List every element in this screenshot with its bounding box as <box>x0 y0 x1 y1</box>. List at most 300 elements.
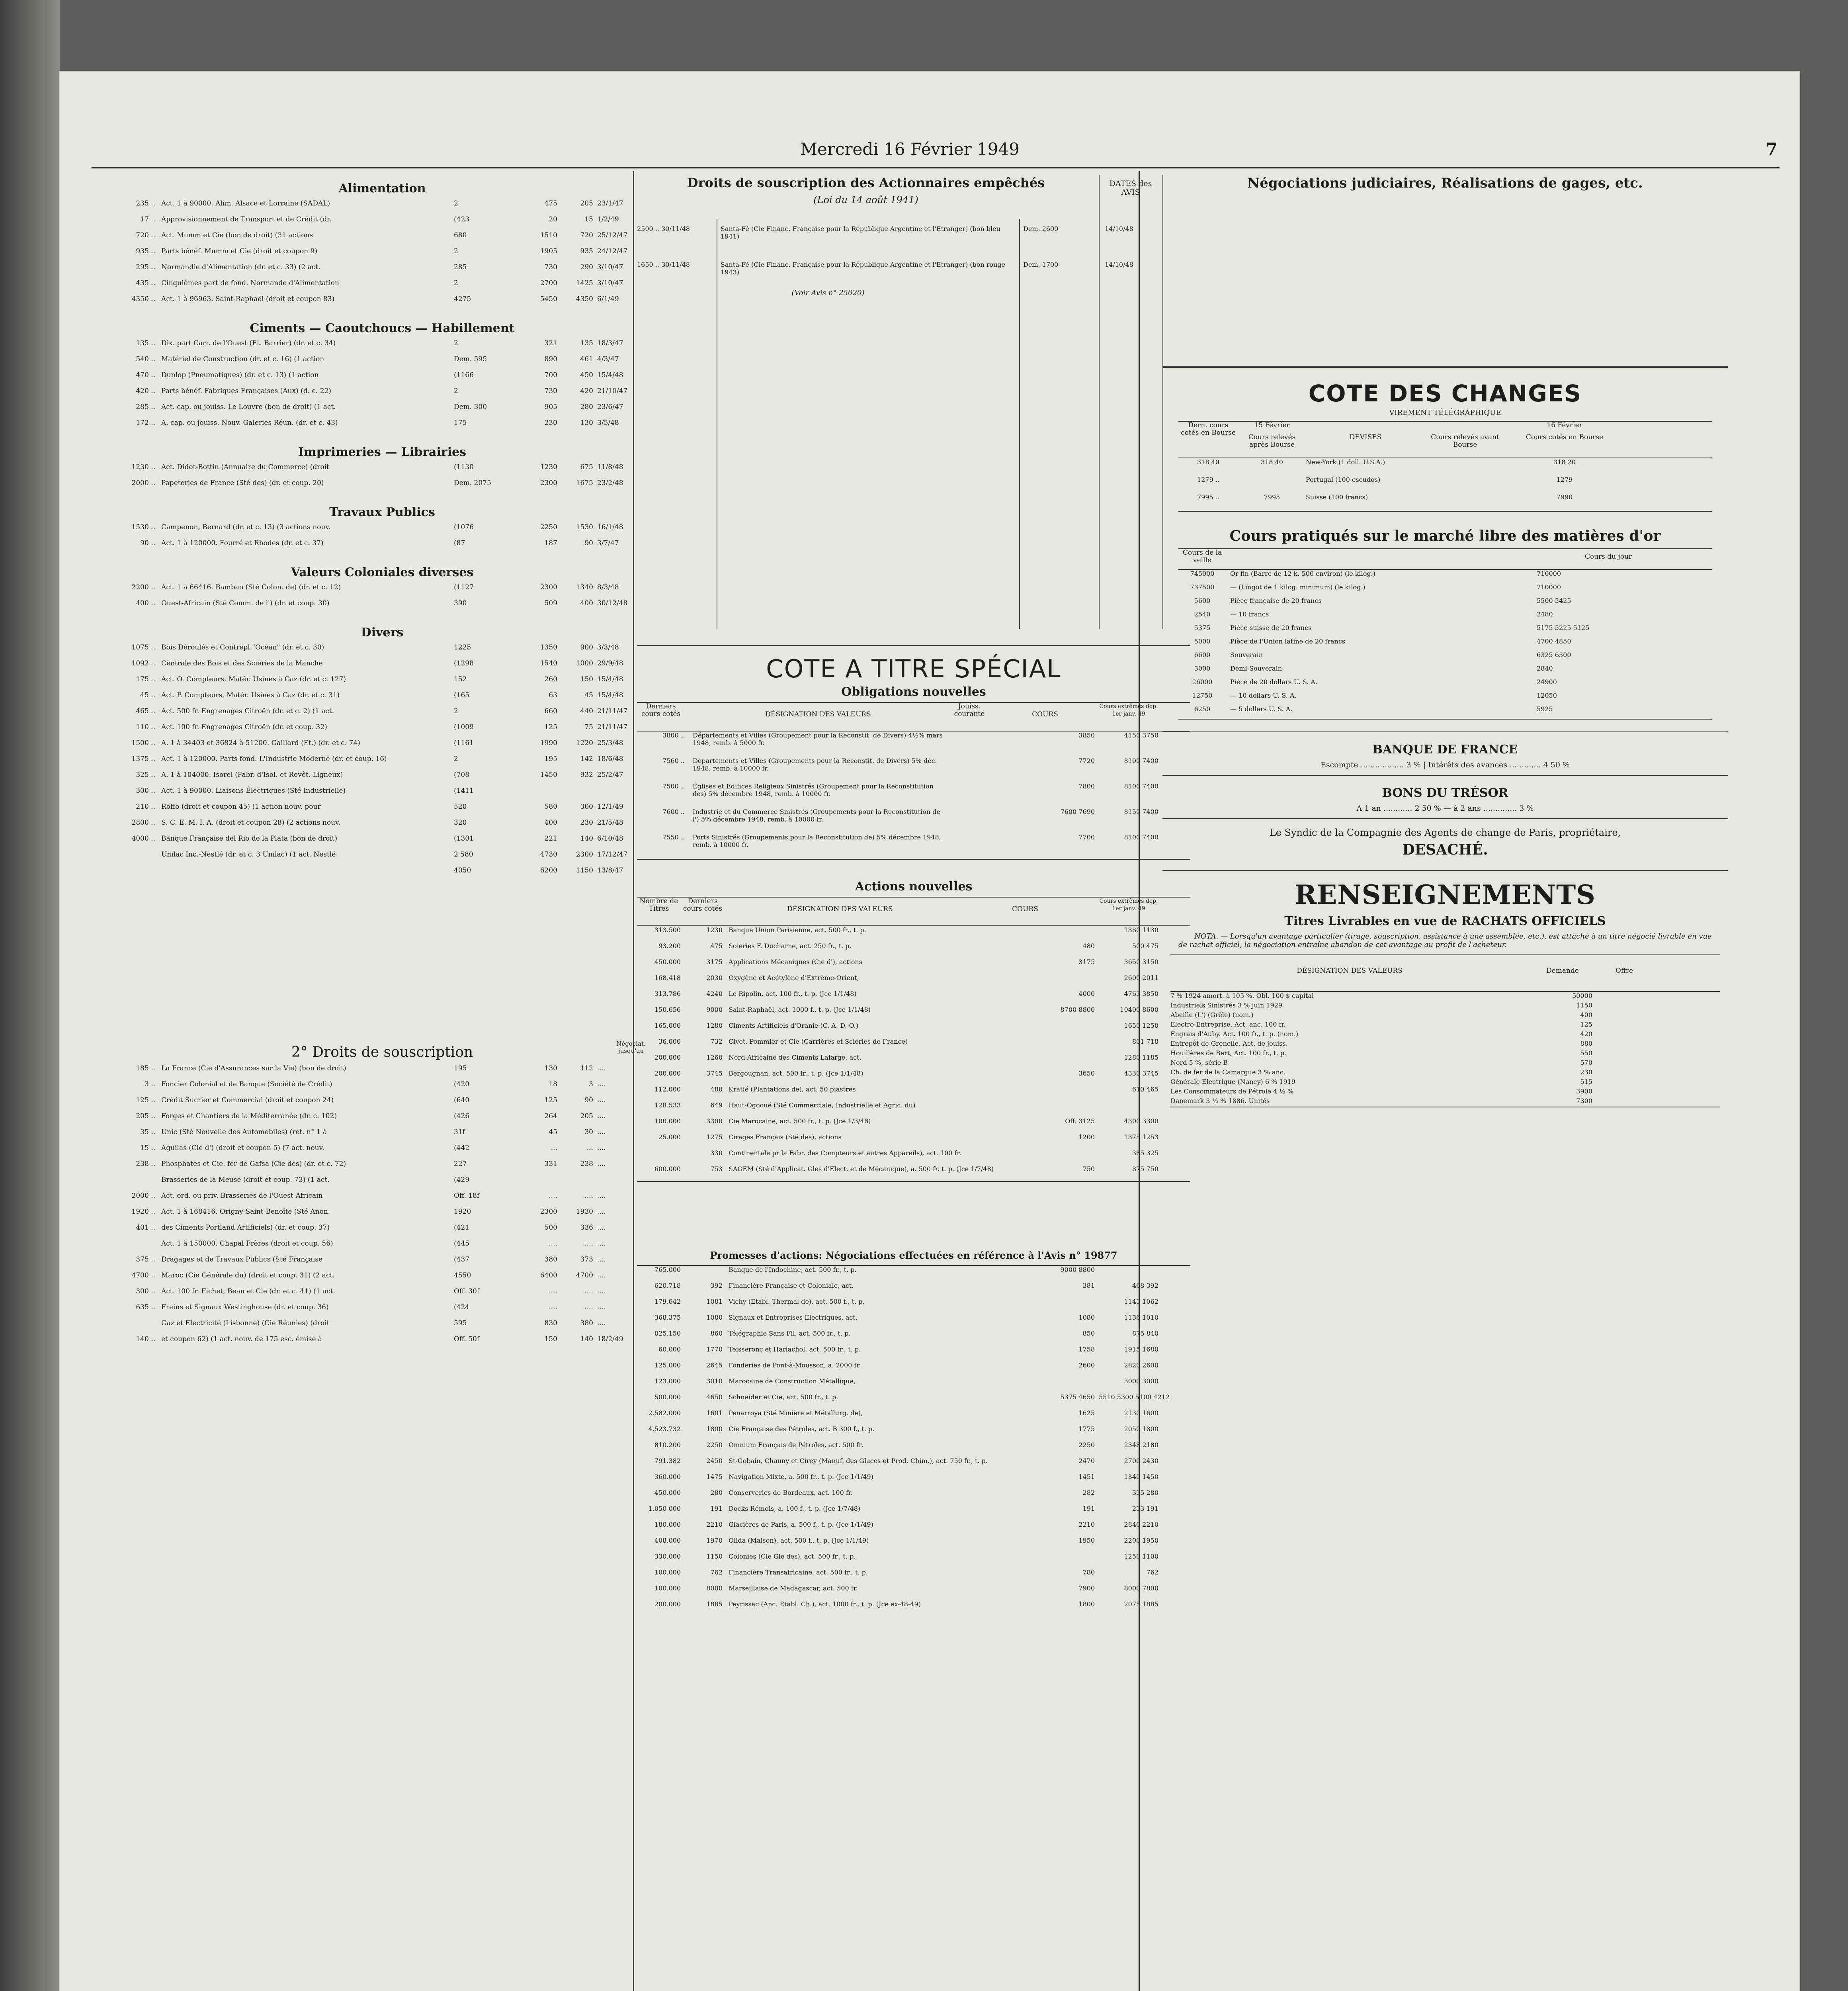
table-row <box>637 926 1190 942</box>
cell: 4650 <box>706 1393 723 1401</box>
cell: Colonies (Cie Gle des), act. 500 fr., t. p. <box>729 1553 856 1560</box>
cell: Industrie et du Commerce Sinistrés (Groupements pour la Reconstitution de l') 5% décembre 1948, remb. à 10000 fr. <box>693 808 940 823</box>
cell: 700 <box>544 371 557 379</box>
cell: A. 1 à 104000. Isorel (Fabr. d'Isol. et Revêt. Ligneux) <box>161 771 343 779</box>
cell: 321 <box>544 339 557 347</box>
cell: Act. 1 à 96963. Saint-Raphaël (droit et coupon 83) <box>161 295 335 303</box>
table-row <box>637 1022 1190 1038</box>
cell: 195 <box>454 1064 467 1072</box>
cell: 3175 <box>706 958 723 966</box>
cell: 1279 <box>1556 476 1573 483</box>
droits-actionnaires-rows: 2500 .. 30/11/48 Santa-Fé (Cie Financ. Française pour la République Argentine et l'Etranger) (bon bleu 1941) Dem. 2600 14/10/48 1650 .. 30/11/48 Santa-Fé (Cie Financ. Française pour la République Argentine et l'Etranger) (bon rouge 1943) Dem. 1700 14/10/48 (Voir Avis n° 25020) <box>637 225 1133 297</box>
cell: 45 <box>549 1128 557 1136</box>
table-row <box>1178 705 1712 719</box>
cell: 8000 7800 <box>1124 1584 1158 1592</box>
cell: 2 580 <box>454 851 473 859</box>
cell: 2130 1600 <box>1124 1409 1158 1417</box>
cell: 825.150 <box>654 1330 681 1337</box>
cell: Penarroya (Sté Minière et Métallurg. de), <box>729 1409 863 1417</box>
cell: Pièce française de 20 francs <box>1230 597 1322 604</box>
cell: 23/2/48 <box>597 479 623 487</box>
table-row <box>1170 1068 1720 1078</box>
cell: 2210 <box>706 1521 723 1528</box>
cell: et coupon 62) (1 act. nouv. de 175 esc. émise à <box>161 1335 322 1343</box>
cell: 2000 .. <box>131 1192 155 1200</box>
cell: Act. 100 fr. Fichet, Beau et Cie (dr. et c. 41) (1 act. <box>161 1287 335 1295</box>
cell: 180.000 <box>654 1521 681 1528</box>
cell: 2700 <box>540 279 557 287</box>
cell: 238 .. <box>136 1160 155 1168</box>
table-row <box>637 1409 1190 1425</box>
table-row <box>107 1271 657 1287</box>
cell: 1425 <box>576 279 593 287</box>
cell: 90 .. <box>140 539 155 547</box>
cell: 17 .. <box>140 215 155 223</box>
table-row <box>107 851 657 866</box>
cell: 15/4/48 <box>597 371 623 379</box>
cell: 1000 <box>576 659 593 667</box>
cell: 875 840 <box>1132 1330 1158 1337</box>
cell: Parts bénéf. Mumm et Cie (droit et coupon 9) <box>161 247 318 255</box>
table-row <box>107 1224 657 1240</box>
cell: 200.000 <box>654 1070 681 1077</box>
cell: 392 <box>710 1282 723 1289</box>
cell: 2 <box>454 755 458 763</box>
table-row <box>637 1473 1190 1489</box>
cell: 830 <box>544 1319 557 1327</box>
cell: 675 <box>580 463 593 471</box>
cell: La France (Cie d'Assurances sur la Vie) (bon de droit) <box>161 1064 346 1072</box>
table-row <box>107 1287 657 1303</box>
cell: 730 <box>544 263 557 271</box>
cell: .... <box>549 1287 557 1295</box>
cell: 264 <box>544 1112 557 1120</box>
changes-sub: VIREMENT TÉLÉGRAPHIQUE <box>1389 409 1501 417</box>
cell: 3 .. <box>144 1080 155 1088</box>
cell: 7995 <box>1264 493 1280 501</box>
cell: .... <box>584 1303 593 1311</box>
cell: 330.000 <box>654 1553 681 1560</box>
cell: Gaz et Electricité (Lisbonne) (Cie Réunies) (droit <box>161 1319 330 1327</box>
cote-titre-special-title: COTE A TITRE SPÉCIAL <box>637 645 1190 683</box>
banque-title: BANQUE DE FRANCE <box>1372 743 1518 757</box>
cell: .... <box>549 1192 557 1200</box>
cell: 24900 <box>1537 678 1557 686</box>
cell: 29/9/48 <box>597 659 623 667</box>
cell: 50000 <box>1572 992 1592 999</box>
cell: Dem. 300 <box>454 403 487 411</box>
cell: 280 <box>580 403 593 411</box>
cell: 2050 1800 <box>1124 1425 1158 1433</box>
cell: Soieries F. Ducharne, act. 250 fr., t. p. <box>729 942 852 950</box>
cell: 3800 .. <box>662 731 685 739</box>
table-row <box>107 599 657 615</box>
cell: 380 <box>544 1256 557 1263</box>
cell: 45 .. <box>140 691 155 699</box>
table-droits <box>107 1064 657 1351</box>
cell: 21/11/47 <box>597 723 628 731</box>
cell: 2300 <box>540 583 557 591</box>
cell: 300 .. <box>136 1287 155 1295</box>
cell: 15/4/48 <box>597 691 623 699</box>
cell: Electro-Entreprise. Act. anc. 100 fr. <box>1170 1021 1286 1028</box>
cell: Cirages Français (Sté des), actions <box>729 1133 842 1141</box>
cell: 1530 .. <box>131 523 155 531</box>
cell: 1950 <box>1078 1537 1095 1544</box>
cell: Act. 500 fr. Engrenages Citroën (dr. et c. 2) (1 act. <box>161 707 334 715</box>
cell: Cie Française des Pétroles, act. B 300 f., t. p. <box>729 1425 875 1433</box>
cell: 470 .. <box>136 371 155 379</box>
cell: 2 <box>454 247 458 255</box>
cell: .... <box>597 1303 606 1311</box>
cell: 1136 1010 <box>1124 1314 1158 1321</box>
cell: 5500 5425 <box>1537 597 1571 604</box>
cell: 732 <box>710 1038 723 1045</box>
cell: 4350 <box>576 295 593 303</box>
table-row <box>107 263 657 279</box>
cell: (423 <box>454 215 470 223</box>
cell: S. C. E. M. I. A. (droit et coupon 28) (2 actions nouv. <box>161 819 340 827</box>
cell: Ports Sinistrés (Groupements pour la Reconstitution de) 5% décembre 1948, remb. à 10000 fr. <box>693 833 941 849</box>
column-right <box>1162 171 1728 1991</box>
cell: (1009 <box>454 723 474 731</box>
cell: 385 325 <box>1132 1149 1158 1157</box>
header-rule <box>92 167 1780 168</box>
cell: 60.000 <box>658 1346 681 1353</box>
cell: 4730 <box>540 851 557 859</box>
cell: 932 <box>580 771 593 779</box>
cell: Entrepôt de Grenelle. Act. de jouiss. <box>1170 1040 1288 1047</box>
table-row <box>637 1569 1190 1584</box>
cell: 600.000 <box>654 1165 681 1173</box>
cell: 3010 <box>706 1377 723 1385</box>
table-row <box>637 1266 1190 1282</box>
cell: 2470 <box>1078 1457 1095 1465</box>
cell: 5375 <box>1194 624 1211 632</box>
cell: 12750 <box>1192 692 1213 699</box>
cell: 140 <box>580 1335 593 1343</box>
cell: A. 1 à 34403 et 36824 à 51200. Gaillard (Et.) (dr. et c. 74) <box>161 739 360 747</box>
table-row <box>107 1256 657 1271</box>
table-row <box>637 1314 1190 1330</box>
table-row <box>107 866 657 882</box>
cell: 93.200 <box>658 942 681 950</box>
table-row <box>637 731 1190 757</box>
table-row <box>637 833 1190 859</box>
cell: Le Ripolin, act. 100 fr., t. p. (Jce 1/1/48) <box>729 990 857 997</box>
table-row <box>1178 476 1712 493</box>
cell: (429 <box>454 1176 470 1184</box>
cell: 3300 <box>706 1117 723 1125</box>
cell: 810.200 <box>654 1441 681 1449</box>
cell: 18/6/48 <box>597 755 623 763</box>
cell: 515 <box>1580 1078 1592 1085</box>
cell: Parts bénéf. Fabriques Françaises (Aux) (d. c. 22) <box>161 387 331 395</box>
table-row <box>637 1537 1190 1553</box>
cell: 2348 2180 <box>1124 1441 1158 1449</box>
cell: 1275 <box>706 1133 723 1141</box>
cell: Nord-Africaine des Ciments Lafarge, act. <box>729 1054 861 1061</box>
cell: 730 <box>544 387 557 395</box>
cell: Ouest-Africain (Sté Comm. de l') (dr. et coup. 30) <box>161 599 330 607</box>
cell: .... <box>597 1208 606 1216</box>
cell: Act. 1 à 90000. Alim. Alsace et Lorraine (SADAL) <box>161 199 330 207</box>
binding-edge <box>0 0 60 1991</box>
cell: 13/8/47 <box>597 866 623 874</box>
cell: 6/1/49 <box>597 295 619 303</box>
cell: Approvisionnement de Transport et de Crédit (dr. <box>161 215 332 223</box>
cell: 23/1/47 <box>597 199 623 207</box>
cell: 635 .. <box>136 1303 155 1311</box>
cell: Houillères de Bert, Act. 100 fr., t. p. <box>1170 1049 1287 1057</box>
cell: .... <box>597 1192 606 1200</box>
cell: Schneider et Cie, act. 500 fr., t. p. <box>729 1393 838 1401</box>
cell: 4350 .. <box>131 295 155 303</box>
rachats-table: DÉSIGNATION DES VALEURS Demande Offre 7 % 1924 amort. à 105 %. Obl. 100 $ capital 50000 Industriels Sinistrés 3 % juin 1929 1150 Abeille (L') (Grêle) (nom.) 400 Electro-Entreprise. Act. anc. 100 fr. 125 Engrais d'Auby. Act. 100 fr., t. p. (nom.) 420 Entrepôt de Grenelle. Act. de jouiss. 880 Houillères de Bert, Act. 100 fr., t. p. 550 Nord 5 %, série B 570 Ch. de fer de la Camargue 3 % anc. 230 Générale Electrique (Nancy) 6 % 1919 515 Les Consommateurs de Pétrole 4 ½ % 3900 Danemark 3 ½ % 1886. Unités 7300 <box>1170 954 1720 1107</box>
column-left <box>107 171 657 1991</box>
cell: 480 <box>710 1085 723 1093</box>
cell: 2300 <box>540 479 557 487</box>
cell: 1451 <box>1078 1473 1095 1481</box>
cell: Maroc (Cie Générale du) (droit et coup. 31) (2 act. <box>161 1271 335 1279</box>
cell: Act. ord. ou priv. Brasseries de l'Ouest-Africain <box>161 1192 323 1200</box>
cell: Banque de l'Indochine, act. 500 fr., t. p. <box>729 1266 857 1273</box>
cell: Engrais d'Auby. Act. 100 fr., t. p. (nom.) <box>1170 1030 1299 1038</box>
table-row <box>107 371 657 387</box>
cell: 125.000 <box>654 1361 681 1369</box>
cell: Bois Déroulés et Contrepl "Océan" (dr. et c. 30) <box>161 643 324 651</box>
cell: 1375 .. <box>131 755 155 763</box>
cell: 1915 1680 <box>1124 1346 1158 1353</box>
cell: 152 <box>454 675 467 683</box>
cell: 6400 <box>540 1271 557 1279</box>
cell: Papeteries de France (Sté des) (dr. et coup. 20) <box>161 479 324 487</box>
cell: Financière Française et Coloniale, act. <box>729 1282 854 1289</box>
table-row <box>637 1054 1190 1070</box>
cell: 4300 3300 <box>1124 1117 1158 1125</box>
cell: 15/4/48 <box>597 675 623 683</box>
changes-title: COTE DES CHANGES <box>1308 380 1582 407</box>
cell: Forges et Chantiers de la Méditerranée (dr. c. 102) <box>161 1112 337 1120</box>
page-date: Mercredi 16 Février 1949 <box>800 139 1020 159</box>
table-coloniales <box>107 583 657 615</box>
cell: Télégraphie Sans Fil, act. 500 fr., t. p. <box>729 1330 851 1337</box>
cell: 16/1/48 <box>597 523 623 531</box>
cell: Kratié (Plantations de), act. 50 piastres <box>729 1085 856 1093</box>
cell: 1150 <box>706 1553 723 1560</box>
cell: 168.418 <box>654 974 681 982</box>
cell: 8/3/48 <box>597 583 619 591</box>
cell: 745000 <box>1190 570 1215 577</box>
table-row <box>637 1330 1190 1346</box>
cell: .... <box>597 1224 606 1232</box>
cell: 2700 2430 <box>1124 1457 1158 1465</box>
cell: 25/2/47 <box>597 771 623 779</box>
actions-nouvelles-title: Actions nouvelles <box>855 880 973 894</box>
table-divers <box>107 643 657 882</box>
cell: (420 <box>454 1080 470 1088</box>
cell: 230 <box>580 819 593 827</box>
table-row <box>107 1096 657 1112</box>
cell: 801 718 <box>1132 1038 1158 1045</box>
cell: 112 <box>580 1064 593 1072</box>
cell: 8100 7400 <box>1124 782 1158 790</box>
cell: 875 750 <box>1132 1165 1158 1173</box>
table-row <box>107 419 657 435</box>
cell: 130 <box>544 1064 557 1072</box>
cell: 935 .. <box>136 247 155 255</box>
cell: 4150 3750 <box>1124 731 1158 739</box>
cell: 1930 <box>576 1208 593 1216</box>
cell: 753 <box>710 1165 723 1173</box>
cell: 850 <box>1082 1330 1095 1337</box>
table-row <box>107 1208 657 1224</box>
cell: 36.000 <box>658 1038 681 1045</box>
cell: 2800 .. <box>131 819 155 827</box>
cell: 765.000 <box>654 1266 681 1273</box>
cell: Act. 1 à 90000. Liaisons Électriques (Sté Industrielle) <box>161 787 346 795</box>
cell: 5600 <box>1194 597 1211 604</box>
cell: 175 .. <box>136 675 155 683</box>
banque-line: Escompte .................. 3 % | Intérêts des avances ............. 4 50 % <box>1320 761 1570 769</box>
table-row <box>107 1144 657 1160</box>
cell: 465 .. <box>136 707 155 715</box>
table-row <box>107 723 657 739</box>
cell: 35 .. <box>140 1128 155 1136</box>
table-row <box>107 755 657 771</box>
cell: 2 <box>454 199 458 207</box>
cell: 1530 <box>576 523 593 531</box>
table-row <box>637 974 1190 990</box>
table-row <box>637 1282 1190 1298</box>
cell: 2030 <box>706 974 723 982</box>
cell: 570 <box>1580 1059 1592 1066</box>
dates-avis-header: DATES des AVIS <box>1109 179 1152 197</box>
table-row <box>637 1584 1190 1600</box>
cell: 860 <box>710 1330 723 1337</box>
cell: Foncier Colonial et de Banque (Société de Crédit) <box>161 1080 332 1088</box>
cell: ... <box>586 1144 593 1152</box>
cell: 150 <box>580 675 593 683</box>
cell: 285 .. <box>136 403 155 411</box>
cell: 520 <box>454 803 467 811</box>
cell: 8700 8800 <box>1060 1006 1095 1013</box>
cell: 1200 <box>1078 1133 1095 1141</box>
cell: 2645 <box>706 1361 723 1369</box>
cell: 620.718 <box>654 1282 681 1289</box>
cell: 6/10/48 <box>597 835 623 843</box>
table-row <box>637 757 1190 782</box>
table-row <box>637 1038 1190 1054</box>
cell: 336 <box>580 1224 593 1232</box>
cell: 5175 5225 5125 <box>1537 624 1590 632</box>
cell: (708 <box>454 771 470 779</box>
cell: 2250 <box>1078 1441 1095 1449</box>
cell: Oxygène et Acétylène d'Extrême-Orient, <box>729 974 859 982</box>
table-row <box>107 803 657 819</box>
cell: 205 .. <box>136 1112 155 1120</box>
table-row <box>1178 678 1712 692</box>
cell: 330 <box>710 1149 723 1157</box>
cell: 90 <box>584 1096 593 1104</box>
cell: Dix. part Carr. de l'Ouest (Et. Barrier) (dr. et c. 34) <box>161 339 336 347</box>
cell: Brasseries de la Meuse (droit et coup. 73) (1 act. <box>161 1176 330 1184</box>
cell: 18 <box>549 1080 557 1088</box>
cell: Les Consommateurs de Pétrole 4 ½ % <box>1170 1087 1294 1095</box>
cell: 4763 3850 <box>1124 990 1158 997</box>
cell: 200.000 <box>654 1600 681 1608</box>
or-table: Cours de la veille Cours du jour 745000 Or fin (Barre de 12 k. 500 environ) (le kilog.) 710000 737500 — (Lingot de 1 kilog. minimum) (le kilog.) 710000 5600 Pièce française de 20 francs 5500 5425 2540 — 10 francs 2480 5375 Pièce suisse de 20 francs 5175 5225 5125 5000 Pièce de l'Union latine de 20 francs 4700 4850 6600 Souverain 6325 6300 3000 Demi-Souverain 2840 26000 Pièce de 20 dollars U. S. A. 24900 12750 — 10 dollars U. S. A. 12050 6250 — 5 dollars U. S. A. 5925 <box>1178 548 1712 720</box>
table-row <box>107 1192 657 1208</box>
cell: 420 <box>1580 1030 1592 1038</box>
cell: 125 <box>544 1096 557 1104</box>
cell: 313.786 <box>654 990 681 997</box>
cell: Teisseronc et Harlachol, act. 500 fr., t. p. <box>729 1346 861 1353</box>
cell: 2450 <box>706 1457 723 1465</box>
cell: 1885 <box>706 1600 723 1608</box>
cell: 7720 <box>1078 757 1095 765</box>
table-row <box>637 1165 1190 1181</box>
cell: New-York (1 doll. U.S.A.) <box>1306 458 1385 466</box>
cell: 1080 <box>1078 1314 1095 1321</box>
cell: 331 <box>544 1160 557 1168</box>
cell: 1375 1253 <box>1124 1133 1158 1141</box>
cell: (1127 <box>454 583 474 591</box>
cell: (445 <box>454 1240 470 1248</box>
cell: 200.000 <box>654 1054 681 1061</box>
cell: (424 <box>454 1303 470 1311</box>
table-imprimeries <box>107 463 657 495</box>
cell: 90 <box>584 539 593 547</box>
cell: 280 <box>710 1489 723 1496</box>
cell: .... <box>597 1256 606 1263</box>
cell: Industriels Sinistrés 3 % juin 1929 <box>1170 1001 1283 1009</box>
cell: 8100 7400 <box>1124 833 1158 841</box>
cell: 500 <box>544 1224 557 1232</box>
cell: 1340 <box>576 583 593 591</box>
cell: 318 40 <box>1197 458 1219 466</box>
cell: Act. O. Compteurs, Matér. Usines à Gaz (dr. et c. 127) <box>161 675 346 683</box>
cell: 110 .. <box>136 723 155 731</box>
cell: Portugal (100 escudos) <box>1306 476 1381 483</box>
cell: 720 <box>580 231 593 239</box>
cell: Vichy (Etabl. Thermal de), act. 500 f., t. p. <box>729 1298 865 1305</box>
cell: 475 <box>544 199 557 207</box>
cell: 580 <box>544 803 557 811</box>
changes-table: Dern. cours cotés en Bourse 15 Février Cours relevés après Bourse DEVISES 16 Février Cours relevés avant Bourse Cours cotés en Bourse 318 40 318 40 New-York (1 doll. U.S.A.) 318 20 1279 .. Portugal (100 escudos) 1279 7995 .. 7995 Suisse (100 francs) 7990 <box>1178 421 1712 512</box>
cell: Cie Marocaine, act. 500 fr., t. p. (Jce 1/3/48) <box>729 1117 871 1125</box>
table-row <box>637 1149 1190 1165</box>
table-row <box>637 1441 1190 1457</box>
cell: 435 .. <box>136 279 155 287</box>
cell: 2200 1950 <box>1124 1537 1158 1544</box>
cell: Off. 3125 <box>1065 1117 1095 1125</box>
cell: 295 .. <box>136 263 155 271</box>
cell: 100.000 <box>654 1584 681 1592</box>
cell: 4000 .. <box>131 835 155 843</box>
table-row <box>1178 458 1712 476</box>
table-row <box>637 782 1190 808</box>
table-row <box>637 1006 1190 1022</box>
table-row <box>637 958 1190 974</box>
cell: Abeille (L') (Grêle) (nom.) <box>1170 1011 1254 1019</box>
cell: Marseillaise de Madagascar, act. 500 fr. <box>729 1584 858 1592</box>
cell: 3850 <box>1078 731 1095 739</box>
table-alimentation <box>107 199 657 311</box>
table-row <box>107 463 657 479</box>
cell: Roffo (droit et coupon 45) (1 action nouv. pour <box>161 803 321 811</box>
table-row <box>1178 624 1712 638</box>
